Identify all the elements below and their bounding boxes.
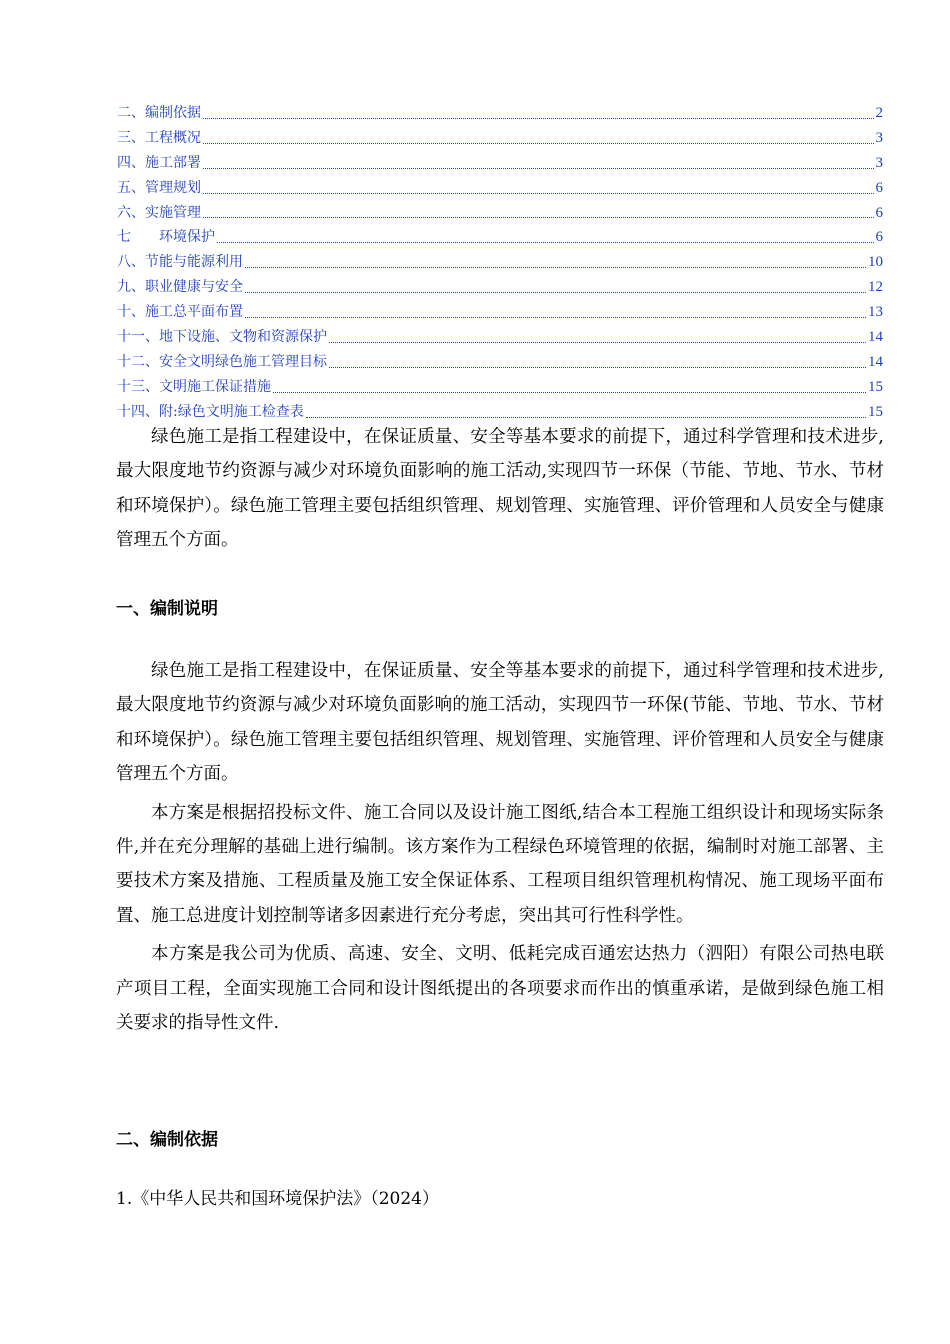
toc-item-7[interactable]: [117, 225, 883, 250]
section-heading-compilation-basis: 二、编制依据: [116, 1130, 218, 1150]
toc-item-label: 七 环境保护: [117, 229, 215, 246]
toc-page-number: 14: [868, 353, 883, 370]
toc-item-4[interactable]: [117, 151, 883, 176]
toc-item-label: 五、管理规划: [117, 179, 201, 196]
toc-item-6[interactable]: [117, 201, 883, 226]
toc-leader: [217, 241, 874, 243]
toc-item-12[interactable]: [117, 350, 883, 375]
toc-item-2[interactable]: [117, 101, 883, 126]
toc-item-3[interactable]: [117, 126, 883, 151]
toc-page-number: 6: [875, 204, 883, 221]
list-item: 1.《中华人民共和国环境保护法》（2024）: [116, 1189, 439, 1209]
toc-leader: [245, 291, 866, 293]
toc-item-label: 四、施工部署: [117, 154, 201, 171]
toc-page-number: 10: [868, 254, 883, 271]
toc-page-number: 3: [875, 129, 883, 146]
body-paragraph: 本方案是根据招投标文件、施工合同以及设计施工图纸,结合本工程施工组织设计和现场实际条件,并在充分理解的基础上进行编制。该方案作为工程绿色环境管理的依据，编制时对施工部署、主要技术方案及措施、工程质量及施工安全保证体系、工程项目组织管理机构情况、施工现场平面布置、施工总进度计划控制等诸多因素进行充分考虑，突出其可行性科学性。: [116, 802, 884, 926]
toc-leader: [329, 366, 866, 368]
toc-leader: [203, 192, 874, 194]
toc-item-label: 十四、附:绿色文明施工检查表: [117, 403, 304, 420]
toc-leader: [203, 117, 874, 119]
toc-item-8[interactable]: [117, 250, 883, 275]
toc-item-label: 六、实施管理: [117, 204, 201, 221]
toc-item-11[interactable]: [117, 325, 883, 350]
toc-item-label: 八、节能与能源利用: [117, 254, 243, 271]
toc-leader: [245, 266, 866, 268]
toc-leader: [329, 341, 866, 343]
toc-item-label: 十三、文明施工保证措施: [117, 378, 271, 395]
toc-item-label: 二、编制依据: [117, 104, 201, 121]
body-paragraph: 本方案是我公司为优质、高速、安全、文明、低耗完成百通宏达热力（泗阳）有限公司热电联产项目工程，全面实现施工合同和设计图纸提出的各项要求而作出的慎重承诺，是做到绿色施工相关要求的指导性文件.: [116, 944, 884, 1034]
toc-item-10[interactable]: [117, 300, 883, 325]
intro-paragraph: 绿色施工是指工程建设中，在保证质量、安全等基本要求的前提下，通过科学管理和技术进步,最大限度地节约资源与减少对环境负面影响的施工活动,实现四节一环保（节能、节地、节水、节材和环境保护）。绿色施工管理主要包括组织管理、规划管理、实施管理、评价管理和人员安全与健康管理五个方面。: [116, 427, 884, 551]
toc-item-13[interactable]: [117, 375, 883, 400]
toc-item-label: 三、工程概况: [117, 129, 201, 146]
section-heading-compilation-notes: 一、编制说明: [116, 599, 218, 619]
toc-item-label: 十一、地下设施、文物和资源保护: [117, 329, 327, 345]
toc-page-number: 6: [875, 229, 883, 246]
body-paragraph: 绿色施工是指工程建设中，在保证质量、安全等基本要求的前提下，通过科学管理和技术进步,最大限度地节约资源与减少对环境负面影响的施工活动，实现四节一环保(节能、节地、节水、节材和环境保护）。绿色施工管理主要包括组织管理、规划管理、实施管理、评价管理和人员安全与健康管理五个方面。: [116, 661, 884, 785]
toc-item-9[interactable]: [117, 275, 883, 300]
toc-page-number: 6: [875, 179, 883, 196]
toc-item-label: 十、施工总平面布置: [117, 304, 243, 321]
toc-page-number: 15: [868, 378, 883, 395]
toc-page-number: 3: [875, 154, 883, 171]
toc-page-number: 14: [868, 329, 883, 345]
toc-page-number: 2: [875, 104, 883, 121]
toc-leader: [273, 391, 866, 393]
toc-page-number: 15: [868, 403, 883, 420]
toc-leader: [306, 416, 866, 418]
toc-leader: [203, 142, 874, 144]
toc-item-label: 十二、安全文明绿色施工管理目标: [117, 353, 327, 370]
toc-leader: [203, 216, 874, 218]
section-compilation-notes-body: [116, 654, 884, 1040]
toc-leader: [203, 167, 874, 169]
table-of-contents: [117, 101, 883, 425]
toc-page-number: 12: [868, 279, 883, 296]
toc-item-5[interactable]: [117, 176, 883, 201]
toc-leader: [245, 316, 866, 318]
intro-section: [116, 420, 884, 558]
toc-page-number: 13: [868, 304, 883, 321]
toc-item-label: 九、职业健康与安全: [117, 279, 243, 296]
